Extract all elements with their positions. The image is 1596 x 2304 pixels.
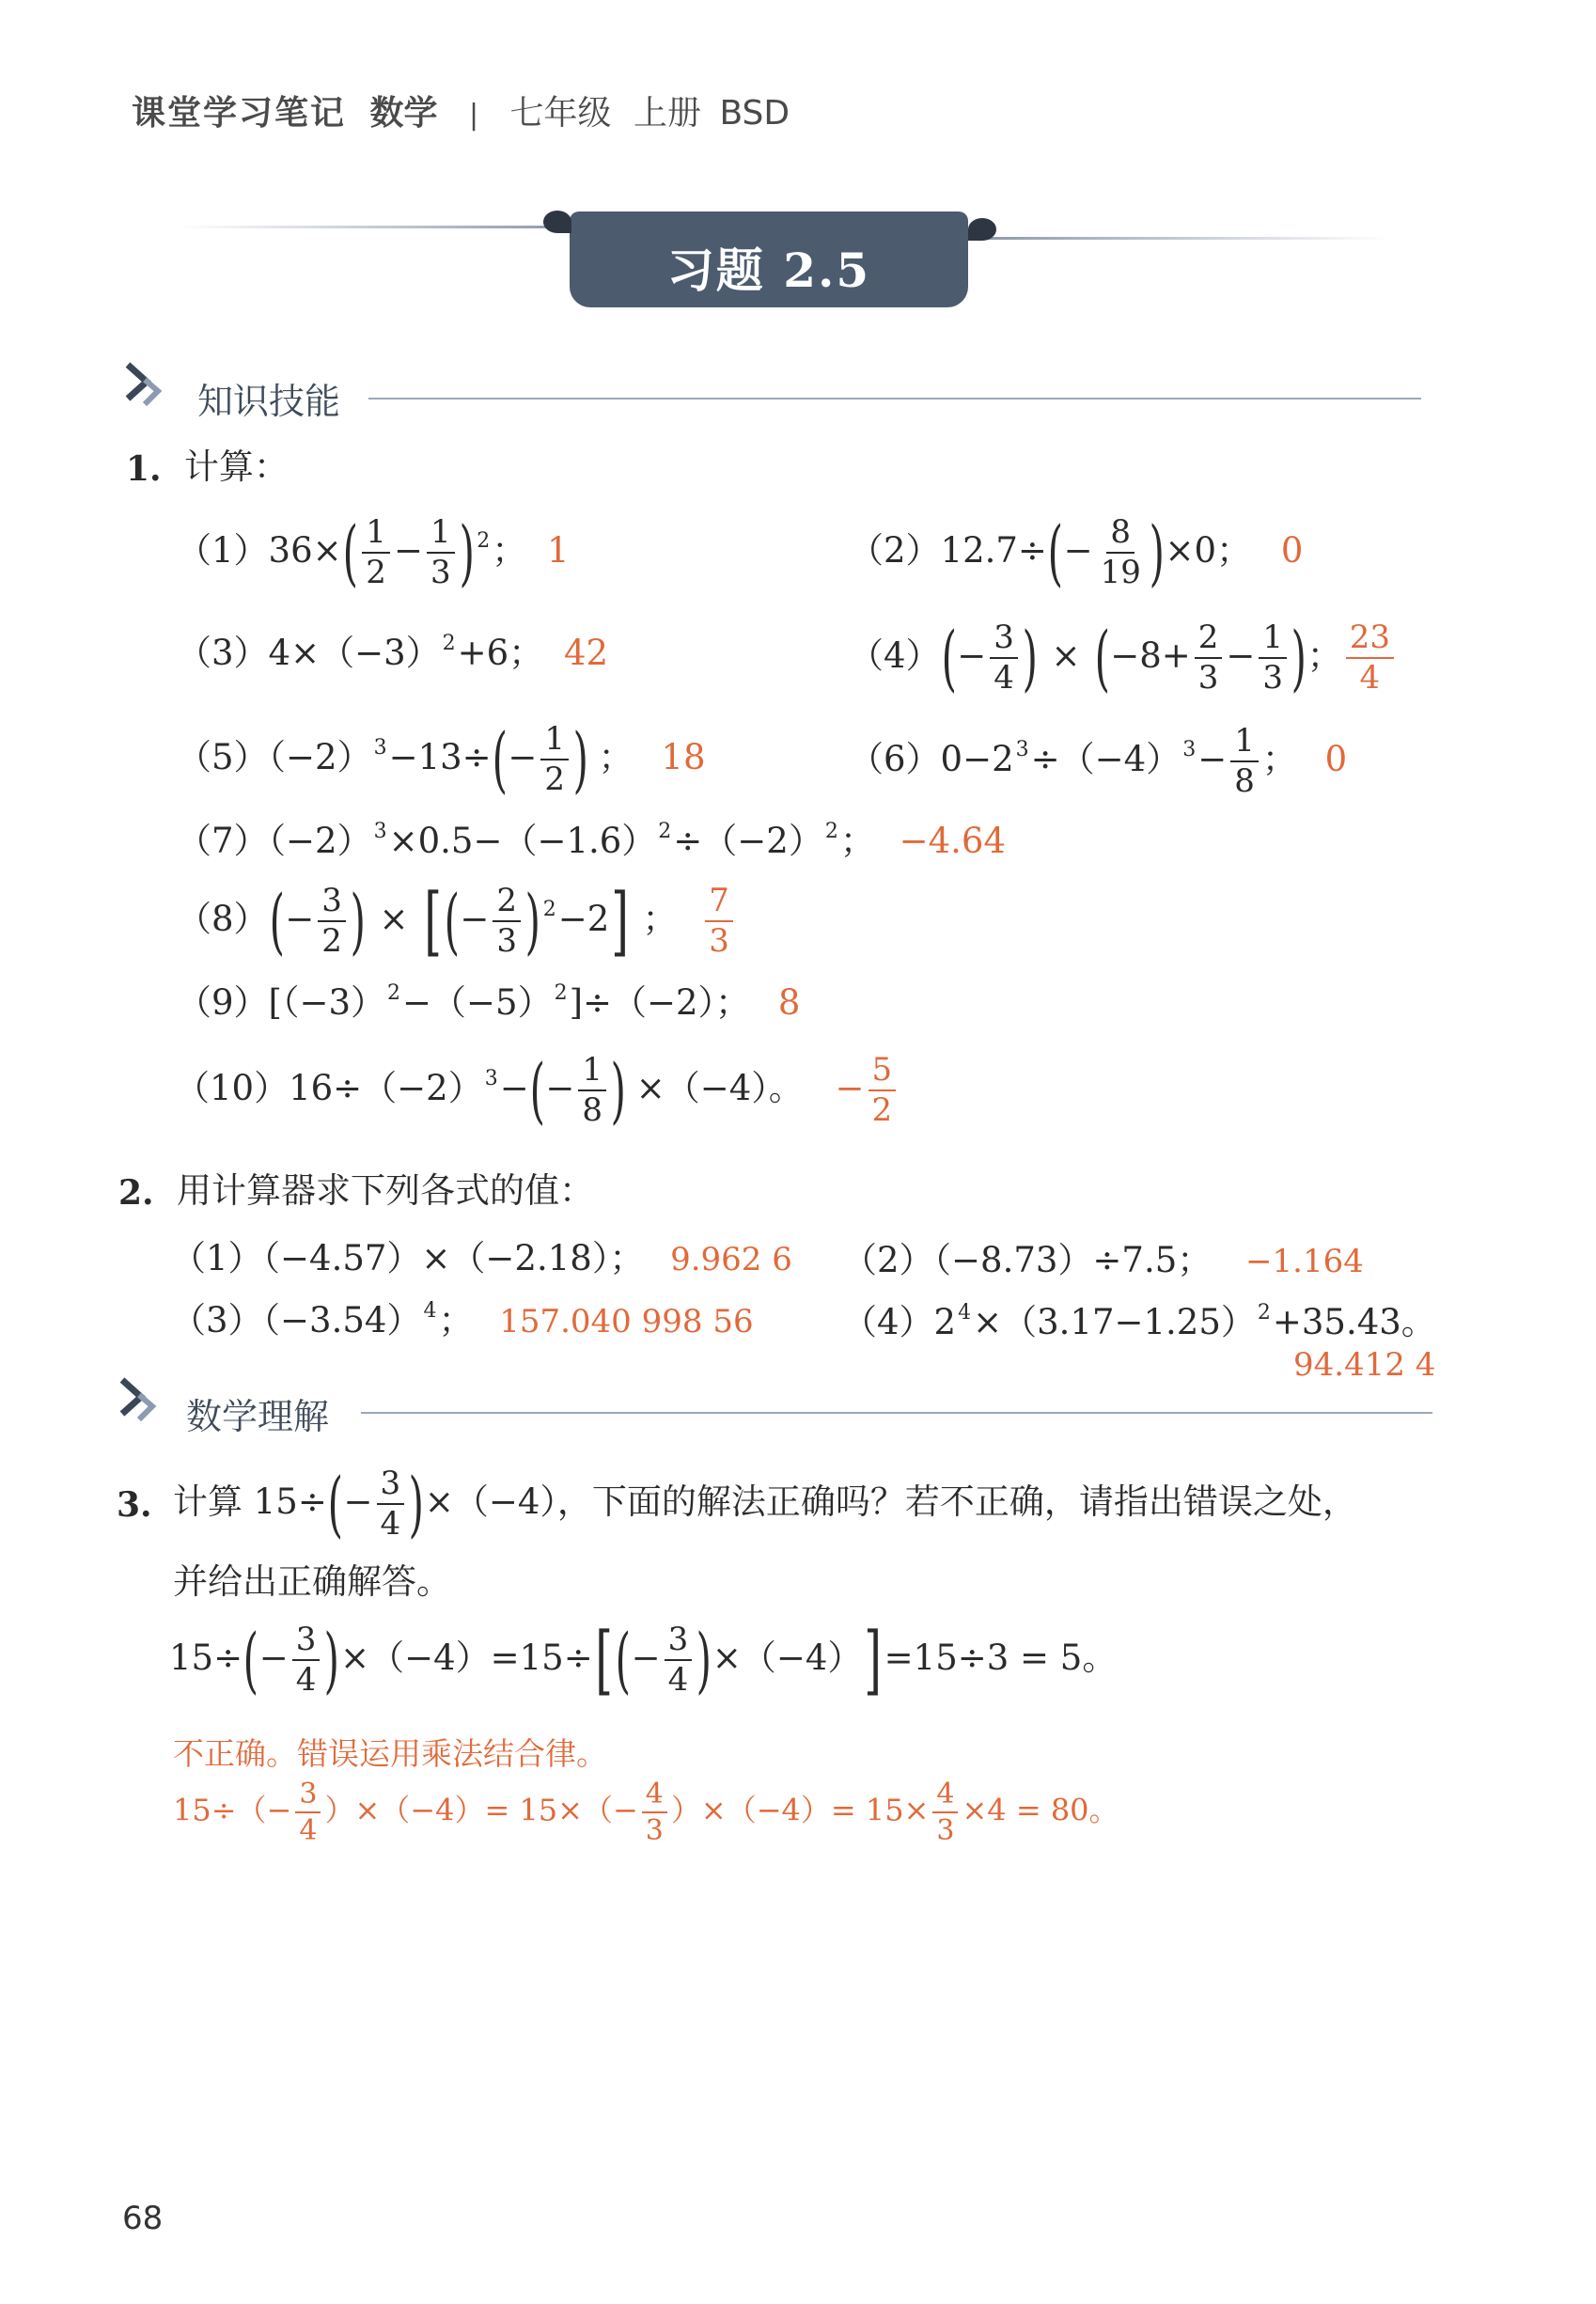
problem-1-5: $(5)(-2)^3-13\div(-$ $\frac{1}{2}$ ) ； 18	[177, 717, 706, 802]
problem-1-9: $(9)[(-3)^2-(-5)^2]\div(-2)$； 8	[177, 981, 801, 1023]
question-number: 2.	[118, 1173, 154, 1213]
title-rule-right	[978, 237, 1391, 240]
question-prompt: 用计算器求下列各式的值：	[177, 1170, 594, 1211]
question-3-stem: 计算 15÷(− $\frac{3}{4}$ )×（−4），下面的解法正确吗？若不正确，请指出错误之处，	[173, 1462, 1357, 1546]
answer: − $\frac{5}{2}$	[836, 1068, 900, 1108]
answer: 1	[547, 529, 570, 571]
chevron-icon	[117, 1376, 162, 1431]
book-volume: 上册	[633, 94, 701, 133]
problem-1-4: （4）(− $\frac{3}{4}$ ) × (−8+ $\frac{2}{3}$ − $\frac{1}{3}$ )； $\frac{23}{4}$	[849, 620, 1398, 697]
answer-correct-solution: 15÷（− $\frac{3}{4}$ ）×（−4）= 15×（− $\frac{4}{3}$ ）×（−4）= 15× $\frac{4}{3}$ ×4 = 80。	[173, 1778, 1119, 1847]
problem-1-3: $(3)4\times(-3)^2+6$； 42	[177, 632, 609, 673]
problem-2-3: $(3)(-3.54)^4$； 157.040 998 56	[171, 1299, 754, 1340]
banner-curl-right	[968, 218, 996, 241]
answer: 0	[1324, 738, 1348, 779]
answer: −4.64	[899, 821, 1006, 861]
exercise-title: 习题 2.5	[666, 243, 871, 298]
problem-2-2: （2）（−8.73）÷7.5； −1.164	[842, 1240, 1364, 1280]
wrong-solution: 15÷(− $\frac{3}{4}$ )×（−4）=15÷[(− $\frac{3}{4}$ )×（−4）]=15÷3 = 5。	[169, 1616, 1118, 1704]
expr-text: 36×	[268, 529, 342, 571]
book-title: 课堂学习笔记	[132, 94, 347, 133]
section-title-understanding: 数学理解	[186, 1396, 330, 1437]
book-edition: BSD	[719, 94, 790, 133]
problem-1-2: （2）12.7÷(− $\frac{8}{19}$ )×0； 0	[849, 510, 1304, 595]
banner-curl-left	[543, 211, 571, 233]
problem-1-7: $(7)(-2)^3\times 0.5-(-1.6)^2\div(-2)^2$； −4.64	[177, 820, 1006, 861]
title-rule-left	[179, 226, 573, 228]
item-label: （1）	[177, 529, 269, 571]
answer: 0	[1280, 529, 1304, 571]
answer: 42	[563, 633, 609, 673]
answer: 157.040 998 56	[499, 1303, 754, 1340]
page-number: 68	[122, 2200, 164, 2237]
problem-2-1: （1）（−4.57）×（−2.18）； 9.962 6	[171, 1238, 792, 1278]
question-3-stem-cont: 并给出正确解答。	[173, 1561, 451, 1602]
section-title-skills: 知识技能	[197, 381, 341, 422]
running-header	[132, 86, 790, 134]
section-divider	[368, 398, 1421, 400]
answer: 94.412 4	[1293, 1346, 1436, 1384]
problem-1-6: $(6)0-2^3\div(-4)^3-$ $\frac{1}{8}$ ； 0	[849, 722, 1348, 801]
book-grade: 七年级	[509, 94, 612, 133]
header-separator: |	[468, 99, 479, 132]
section-divider	[361, 1412, 1432, 1414]
problem-1-10: $(10)16\div(-2)^3-(-$ $\frac{1}{8}$ ) ×（−4）。 − $\frac{5}{2}$	[175, 1053, 900, 1129]
problem-1-8: （8）(− $\frac{3}{2}$ ) × [(− $\frac{2}{3}$ ) $^2$−2] ； $\frac{7}{3}$	[177, 884, 737, 960]
answer: 9.962 6	[670, 1241, 792, 1278]
answer: $\frac{23}{4}$	[1346, 620, 1394, 697]
question-number: 1.	[126, 449, 162, 489]
answer-explanation: 不正确。错误运用乘法结合律。	[173, 1735, 607, 1772]
question-prompt: 计算：	[184, 447, 289, 487]
problem-2-4: $(4)2^4\times(3.17-1.25)^2+35.43$。	[842, 1301, 1436, 1342]
answer: $\frac{7}{3}$	[705, 884, 733, 960]
question-number: 3.	[117, 1485, 152, 1525]
book-subject: 数学	[369, 94, 438, 133]
answer: 18	[661, 736, 706, 777]
answer: −1.164	[1245, 1243, 1364, 1280]
problem-1-1: （1）36×( $\frac{1}{2}$ − $\frac{1}{3}$ ) $^2$； 1	[177, 510, 570, 595]
chevron-icon	[122, 361, 167, 415]
answer: 8	[777, 982, 801, 1023]
